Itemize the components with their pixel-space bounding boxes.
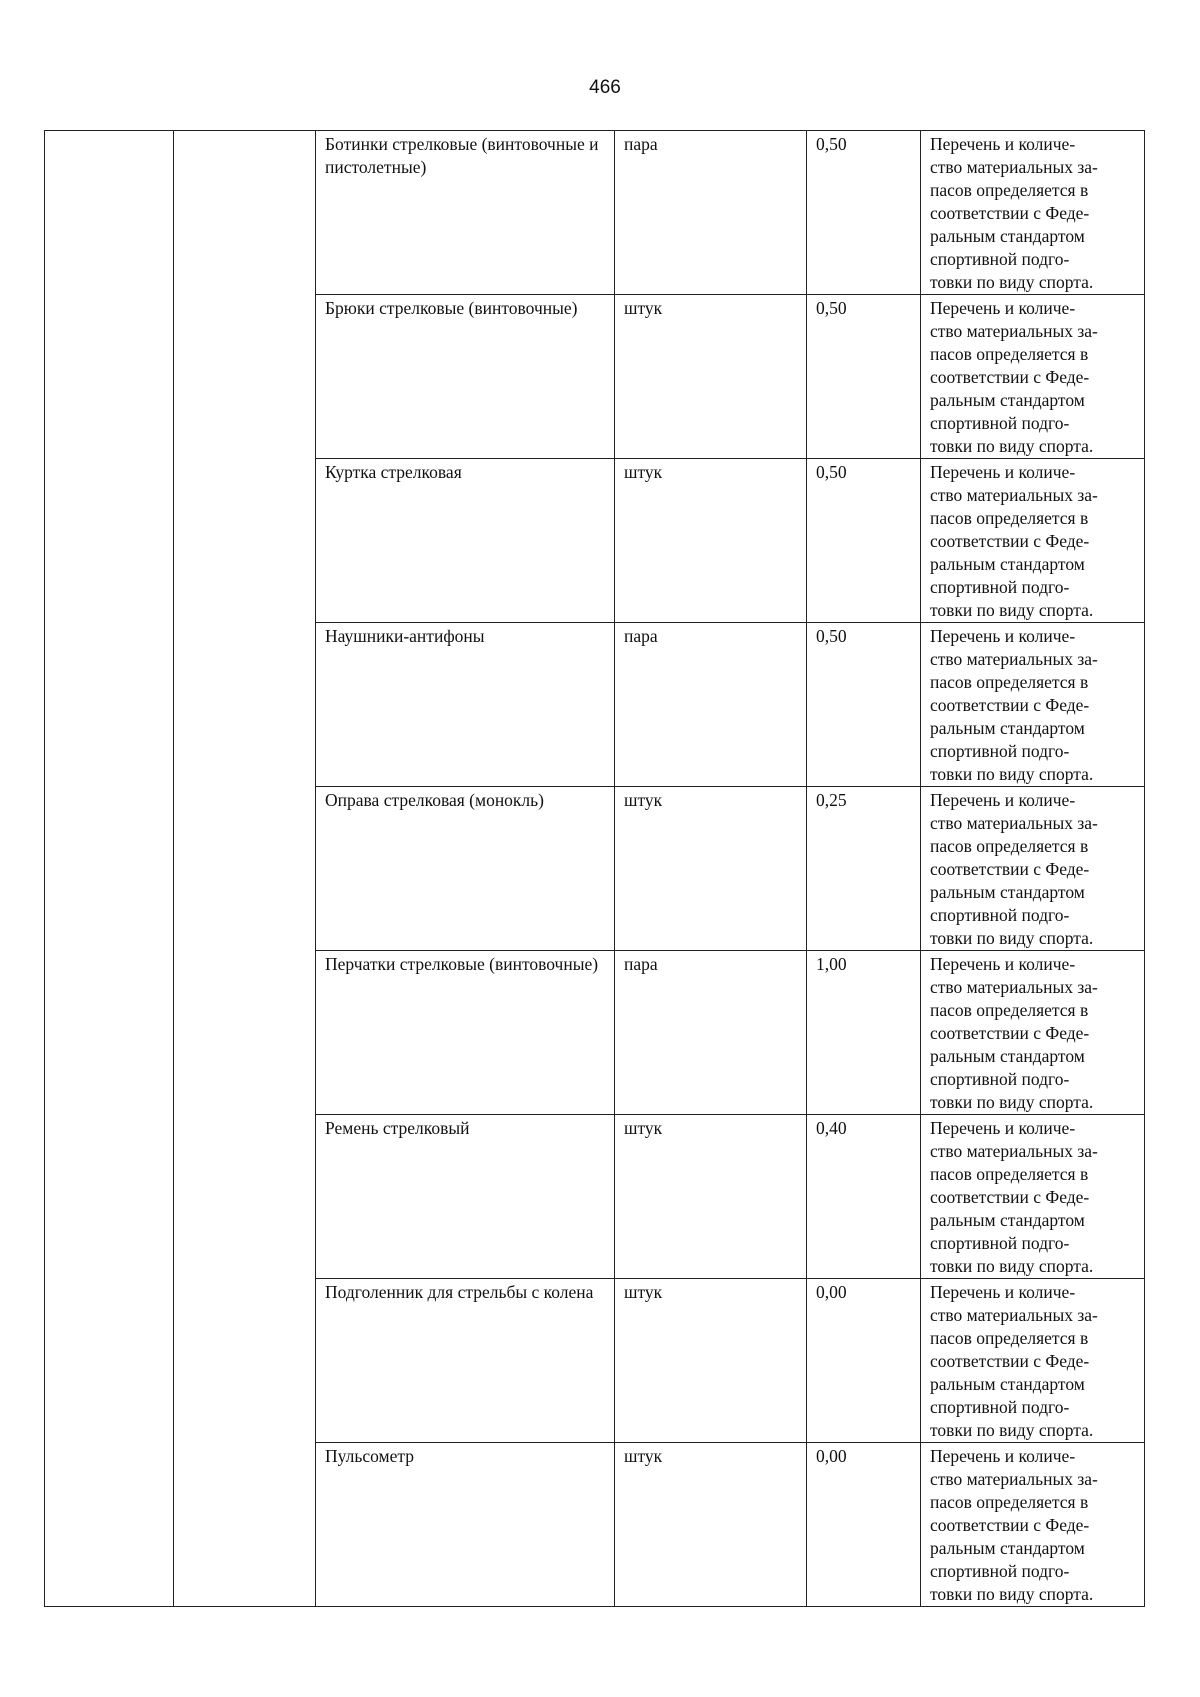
note-line: ральным стандартом bbox=[930, 226, 1085, 246]
note-line: соответствии с Феде- bbox=[930, 203, 1090, 223]
note-line: пасов определяется в bbox=[930, 1000, 1089, 1020]
note-line: соответствии с Феде- bbox=[930, 1515, 1090, 1535]
note-line: товки по виду спорта. bbox=[930, 600, 1094, 620]
note-cell bbox=[921, 459, 1145, 623]
note-line: соответствии с Феде- bbox=[930, 1187, 1090, 1207]
item-name-cell: Оправа стрелковая (монокль) bbox=[316, 787, 615, 951]
note-line: товки по виду спорта. bbox=[930, 1584, 1094, 1604]
quantity-cell: 0,00 bbox=[807, 1279, 921, 1443]
note-cell bbox=[921, 1443, 1145, 1607]
number-column-cell bbox=[45, 131, 174, 1607]
note-line: ральным стандартом bbox=[930, 554, 1085, 574]
note-line: ральным стандартом bbox=[930, 1046, 1085, 1066]
quantity-cell: 0,40 bbox=[807, 1115, 921, 1279]
note-line: спортивной подго- bbox=[930, 1397, 1070, 1417]
note-line: товки по виду спорта. bbox=[930, 1420, 1094, 1440]
quantity-cell: 1,00 bbox=[807, 951, 921, 1115]
quantity-cell: 0,50 bbox=[807, 131, 921, 295]
note-line: пасов определяется в bbox=[930, 836, 1089, 856]
note-line: соответствии с Феде- bbox=[930, 1351, 1090, 1371]
unit-cell: пара bbox=[615, 623, 807, 787]
note-line: Перечень и количе- bbox=[930, 790, 1076, 810]
note-line: пасов определяется в bbox=[930, 344, 1089, 364]
unit-cell: штук bbox=[615, 1115, 807, 1279]
item-name-cell: Куртка стрелковая bbox=[316, 459, 615, 623]
item-name-cell: Пульсометр bbox=[316, 1443, 615, 1607]
note-line: ральным стандартом bbox=[930, 882, 1085, 902]
note-cell bbox=[921, 1115, 1145, 1279]
note-line: товки по виду спорта. bbox=[930, 764, 1094, 784]
note-line: ство материальных за- bbox=[930, 977, 1098, 997]
quantity-cell: 0,50 bbox=[807, 459, 921, 623]
note-line: Перечень и количе- bbox=[930, 626, 1076, 646]
unit-cell: штук bbox=[615, 1279, 807, 1443]
note-line: ство материальных за- bbox=[930, 813, 1098, 833]
note-line: ральным стандартом bbox=[930, 1538, 1085, 1558]
note-cell bbox=[921, 1279, 1145, 1443]
item-name-cell: Брюки стрелковые (винтовочные) bbox=[316, 295, 615, 459]
note-line: соответствии с Феде- bbox=[930, 859, 1090, 879]
note-cell bbox=[921, 295, 1145, 459]
note-line: ство материальных за- bbox=[930, 649, 1098, 669]
quantity-cell: 0,50 bbox=[807, 295, 921, 459]
note-line: ральным стандартом bbox=[930, 390, 1085, 410]
note-line: товки по виду спорта. bbox=[930, 436, 1094, 456]
unit-cell: штук bbox=[615, 295, 807, 459]
note-line: ство материальных за- bbox=[930, 1305, 1098, 1325]
note-line: пасов определяется в bbox=[930, 180, 1089, 200]
note-line: спортивной подго- bbox=[930, 1069, 1070, 1089]
note-line: товки по виду спорта. bbox=[930, 1256, 1094, 1276]
note-line: Перечень и количе- bbox=[930, 134, 1076, 154]
quantity-cell: 0,50 bbox=[807, 623, 921, 787]
note-line: спортивной подго- bbox=[930, 905, 1070, 925]
note-line: пасов определяется в bbox=[930, 1492, 1089, 1512]
note-line: ральным стандартом bbox=[930, 718, 1085, 738]
table-row bbox=[45, 131, 1145, 295]
note-line: спортивной подго- bbox=[930, 577, 1070, 597]
item-name-cell: Перчатки стрелковые (винтовочные) bbox=[316, 951, 615, 1115]
note-line: Перечень и количе- bbox=[930, 298, 1076, 318]
note-line: ральным стандартом bbox=[930, 1374, 1085, 1394]
note-line: Перечень и количе- bbox=[930, 954, 1076, 974]
item-name-cell: Наушники-антифоны bbox=[316, 623, 615, 787]
note-line: соответствии с Феде- bbox=[930, 531, 1090, 551]
note-line: ство материальных за- bbox=[930, 1141, 1098, 1161]
note-cell bbox=[921, 787, 1145, 951]
category-column-cell bbox=[174, 131, 316, 1607]
note-line: ство материальных за- bbox=[930, 321, 1098, 341]
note-line: Перечень и количе- bbox=[930, 1118, 1076, 1138]
note-line: товки по виду спорта. bbox=[930, 1092, 1094, 1112]
note-line: товки по виду спорта. bbox=[930, 272, 1094, 292]
item-name-cell: Ремень стрелковый bbox=[316, 1115, 615, 1279]
note-line: спортивной подго- bbox=[930, 249, 1070, 269]
note-line: Перечень и количе- bbox=[930, 462, 1076, 482]
note-line: пасов определяется в bbox=[930, 1164, 1089, 1184]
note-line: пасов определяется в bbox=[930, 1328, 1089, 1348]
note-line: спортивной подго- bbox=[930, 1561, 1070, 1581]
unit-cell: штук bbox=[615, 787, 807, 951]
note-cell bbox=[921, 131, 1145, 295]
unit-cell: пара bbox=[615, 951, 807, 1115]
page-number: 466 bbox=[589, 77, 621, 98]
item-name-cell: Ботинки стрелковые (винтовочные и пистолетные) bbox=[316, 131, 615, 295]
note-line: товки по виду спорта. bbox=[930, 928, 1094, 948]
note-line: спортивной подго- bbox=[930, 741, 1070, 761]
note-line: ство материальных за- bbox=[930, 485, 1098, 505]
note-line: спортивной подго- bbox=[930, 413, 1070, 433]
quantity-cell: 0,00 bbox=[807, 1443, 921, 1607]
note-line: Перечень и количе- bbox=[930, 1282, 1076, 1302]
note-line: пасов определяется в bbox=[930, 508, 1089, 528]
note-cell bbox=[921, 623, 1145, 787]
note-line: ство материальных за- bbox=[930, 1469, 1098, 1489]
note-cell bbox=[921, 951, 1145, 1115]
note-line: соответствии с Феде- bbox=[930, 367, 1090, 387]
unit-cell: штук bbox=[615, 459, 807, 623]
note-line: соответствии с Феде- bbox=[930, 1023, 1090, 1043]
quantity-cell: 0,25 bbox=[807, 787, 921, 951]
equipment-table bbox=[44, 130, 1145, 1607]
note-line: ральным стандартом bbox=[930, 1210, 1085, 1230]
note-line: соответствии с Феде- bbox=[930, 695, 1090, 715]
note-line: Перечень и количе- bbox=[930, 1446, 1076, 1466]
unit-cell: пара bbox=[615, 131, 807, 295]
unit-cell: штук bbox=[615, 1443, 807, 1607]
note-line: пасов определяется в bbox=[930, 672, 1089, 692]
note-line: спортивной подго- bbox=[930, 1233, 1070, 1253]
item-name-cell: Подголенник для стрельбы с колена bbox=[316, 1279, 615, 1443]
note-line: ство материальных за- bbox=[930, 157, 1098, 177]
